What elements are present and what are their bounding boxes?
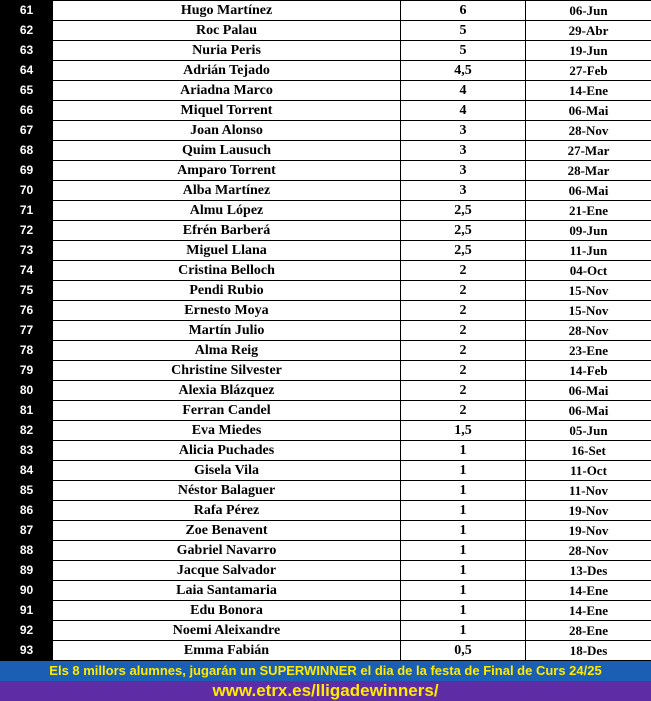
table-row bbox=[1, 321, 651, 341]
points-cell: 2 bbox=[401, 281, 526, 301]
date-cell: 06-Jun bbox=[526, 1, 651, 21]
points-cell: 1 bbox=[401, 501, 526, 521]
date-cell: 27-Mar bbox=[526, 141, 651, 161]
table-row bbox=[1, 481, 651, 501]
points-cell: 2 bbox=[401, 341, 526, 361]
student-name-cell: Nuria Peris bbox=[53, 41, 401, 61]
rank-cell: 69 bbox=[1, 161, 53, 181]
points-cell: 1 bbox=[401, 521, 526, 541]
table-row bbox=[1, 81, 651, 101]
date-cell: 28-Nov bbox=[526, 321, 651, 341]
table-row bbox=[1, 61, 651, 81]
rank-cell: 91 bbox=[1, 601, 53, 621]
table-row bbox=[1, 301, 651, 321]
student-name-cell: Joan Alonso bbox=[53, 121, 401, 141]
date-cell: 11-Jun bbox=[526, 241, 651, 261]
student-name-cell: Ariadna Marco bbox=[53, 81, 401, 101]
student-name-cell: Laia Santamaria bbox=[53, 581, 401, 601]
points-cell: 3 bbox=[401, 181, 526, 201]
ranking-table-body bbox=[1, 1, 651, 661]
student-name-cell: Miquel Torrent bbox=[53, 101, 401, 121]
table-row bbox=[1, 121, 651, 141]
points-cell: 4 bbox=[401, 81, 526, 101]
points-cell: 1 bbox=[401, 461, 526, 481]
student-name-cell: Emma Fabián bbox=[53, 641, 401, 661]
rank-cell: 68 bbox=[1, 141, 53, 161]
points-cell: 2,5 bbox=[401, 201, 526, 221]
points-cell: 3 bbox=[401, 141, 526, 161]
date-cell: 06-Mai bbox=[526, 401, 651, 421]
table-row bbox=[1, 501, 651, 521]
student-name-cell: Ernesto Moya bbox=[53, 301, 401, 321]
rank-cell: 74 bbox=[1, 261, 53, 281]
rank-cell: 88 bbox=[1, 541, 53, 561]
date-cell: 28-Nov bbox=[526, 541, 651, 561]
date-cell: 06-Mai bbox=[526, 181, 651, 201]
table-row bbox=[1, 101, 651, 121]
rank-cell: 73 bbox=[1, 241, 53, 261]
rank-cell: 78 bbox=[1, 341, 53, 361]
date-cell: 14-Ene bbox=[526, 581, 651, 601]
student-name-cell: Efrén Barberá bbox=[53, 221, 401, 241]
student-name-cell: Hugo Martínez bbox=[53, 1, 401, 21]
student-name-cell: Miguel Llana bbox=[53, 241, 401, 261]
table-row bbox=[1, 41, 651, 61]
rank-cell: 61 bbox=[1, 1, 53, 21]
points-cell: 1,5 bbox=[401, 421, 526, 441]
points-cell: 1 bbox=[401, 621, 526, 641]
date-cell: 29-Abr bbox=[526, 21, 651, 41]
rank-cell: 70 bbox=[1, 181, 53, 201]
date-cell: 23-Ene bbox=[526, 341, 651, 361]
table-row bbox=[1, 141, 651, 161]
points-cell: 1 bbox=[401, 581, 526, 601]
points-cell: 2 bbox=[401, 301, 526, 321]
table-row bbox=[1, 561, 651, 581]
table-row bbox=[1, 241, 651, 261]
points-cell: 2,5 bbox=[401, 241, 526, 261]
date-cell: 14-Ene bbox=[526, 601, 651, 621]
rank-cell: 92 bbox=[1, 621, 53, 641]
rank-cell: 90 bbox=[1, 581, 53, 601]
table-row bbox=[1, 401, 651, 421]
rank-cell: 79 bbox=[1, 361, 53, 381]
table-row bbox=[1, 261, 651, 281]
rank-cell: 67 bbox=[1, 121, 53, 141]
rank-cell: 62 bbox=[1, 21, 53, 41]
date-cell: 06-Mai bbox=[526, 101, 651, 121]
student-name-cell: Ferran Candel bbox=[53, 401, 401, 421]
points-cell: 2 bbox=[401, 321, 526, 341]
student-name-cell: Alba Martínez bbox=[53, 181, 401, 201]
points-cell: 5 bbox=[401, 21, 526, 41]
rank-cell: 76 bbox=[1, 301, 53, 321]
points-cell: 5 bbox=[401, 41, 526, 61]
date-cell: 04-Oct bbox=[526, 261, 651, 281]
rank-cell: 65 bbox=[1, 81, 53, 101]
student-name-cell: Gisela Vila bbox=[53, 461, 401, 481]
table-row bbox=[1, 381, 651, 401]
date-cell: 27-Feb bbox=[526, 61, 651, 81]
points-cell: 1 bbox=[401, 561, 526, 581]
rank-cell: 77 bbox=[1, 321, 53, 341]
student-name-cell: Alicia Puchades bbox=[53, 441, 401, 461]
rank-cell: 66 bbox=[1, 101, 53, 121]
rank-cell: 87 bbox=[1, 521, 53, 541]
points-cell: 1 bbox=[401, 541, 526, 561]
points-cell: 2 bbox=[401, 361, 526, 381]
table-row bbox=[1, 441, 651, 461]
date-cell: 19-Nov bbox=[526, 521, 651, 541]
table-row bbox=[1, 421, 651, 441]
rank-cell: 63 bbox=[1, 41, 53, 61]
points-cell: 4 bbox=[401, 101, 526, 121]
points-cell: 1 bbox=[401, 601, 526, 621]
rank-cell: 93 bbox=[1, 641, 53, 661]
date-cell: 28-Ene bbox=[526, 621, 651, 641]
student-name-cell: Martín Julio bbox=[53, 321, 401, 341]
points-cell: 6 bbox=[401, 1, 526, 21]
date-cell: 14-Feb bbox=[526, 361, 651, 381]
date-cell: 14-Ene bbox=[526, 81, 651, 101]
student-name-cell: Amparo Torrent bbox=[53, 161, 401, 181]
announcement-banner: Els 8 millors alumnes, jugarán un SUPERWINNER el dia de la festa de Final de Curs 24/25 bbox=[0, 661, 651, 681]
student-name-cell: Quim Lausuch bbox=[53, 141, 401, 161]
student-name-cell: Alexia Blázquez bbox=[53, 381, 401, 401]
rank-cell: 86 bbox=[1, 501, 53, 521]
date-cell: 13-Des bbox=[526, 561, 651, 581]
date-cell: 11-Nov bbox=[526, 481, 651, 501]
date-cell: 15-Nov bbox=[526, 301, 651, 321]
date-cell: 28-Nov bbox=[526, 121, 651, 141]
date-cell: 21-Ene bbox=[526, 201, 651, 221]
student-name-cell: Noemi Aleixandre bbox=[53, 621, 401, 641]
points-cell: 3 bbox=[401, 121, 526, 141]
table-row bbox=[1, 461, 651, 481]
date-cell: 28-Mar bbox=[526, 161, 651, 181]
points-cell: 2 bbox=[401, 381, 526, 401]
rank-cell: 71 bbox=[1, 201, 53, 221]
date-cell: 19-Jun bbox=[526, 41, 651, 61]
table-row bbox=[1, 541, 651, 561]
rank-cell: 85 bbox=[1, 481, 53, 501]
table-row bbox=[1, 341, 651, 361]
student-name-cell: Adrián Tejado bbox=[53, 61, 401, 81]
date-cell: 18-Des bbox=[526, 641, 651, 661]
date-cell: 06-Mai bbox=[526, 381, 651, 401]
student-name-cell: Alma Reig bbox=[53, 341, 401, 361]
points-cell: 2 bbox=[401, 261, 526, 281]
rank-cell: 72 bbox=[1, 221, 53, 241]
date-cell: 11-Oct bbox=[526, 461, 651, 481]
student-name-cell: Néstor Balaguer bbox=[53, 481, 401, 501]
table-row bbox=[1, 581, 651, 601]
points-cell: 1 bbox=[401, 441, 526, 461]
points-cell: 4,5 bbox=[401, 61, 526, 81]
student-name-cell: Edu Bonora bbox=[53, 601, 401, 621]
student-name-cell: Christine Silvester bbox=[53, 361, 401, 381]
rank-cell: 64 bbox=[1, 61, 53, 81]
table-row bbox=[1, 161, 651, 181]
date-cell: 15-Nov bbox=[526, 281, 651, 301]
date-cell: 16-Set bbox=[526, 441, 651, 461]
table-row bbox=[1, 221, 651, 241]
student-name-cell: Almu López bbox=[53, 201, 401, 221]
table-row bbox=[1, 181, 651, 201]
table-row bbox=[1, 361, 651, 381]
rank-cell: 84 bbox=[1, 461, 53, 481]
rank-cell: 82 bbox=[1, 421, 53, 441]
points-cell: 1 bbox=[401, 481, 526, 501]
student-name-cell: Jacque Salvador bbox=[53, 561, 401, 581]
date-cell: 09-Jun bbox=[526, 221, 651, 241]
rank-cell: 80 bbox=[1, 381, 53, 401]
table-row bbox=[1, 1, 651, 21]
table-row bbox=[1, 21, 651, 41]
points-cell: 2,5 bbox=[401, 221, 526, 241]
student-name-cell: Cristina Belloch bbox=[53, 261, 401, 281]
table-row bbox=[1, 641, 651, 661]
rank-cell: 89 bbox=[1, 561, 53, 581]
table-row bbox=[1, 281, 651, 301]
date-cell: 19-Nov bbox=[526, 501, 651, 521]
student-name-cell: Eva Miedes bbox=[53, 421, 401, 441]
student-name-cell: Pendi Rubio bbox=[53, 281, 401, 301]
student-name-cell: Zoe Benavent bbox=[53, 521, 401, 541]
table-row bbox=[1, 201, 651, 221]
table-row bbox=[1, 521, 651, 541]
points-cell: 0,5 bbox=[401, 641, 526, 661]
website-link[interactable]: www.etrx.es/lligadewinners/ bbox=[0, 681, 651, 701]
points-cell: 3 bbox=[401, 161, 526, 181]
points-cell: 2 bbox=[401, 401, 526, 421]
student-name-cell: Rafa Pérez bbox=[53, 501, 401, 521]
table-row bbox=[1, 621, 651, 641]
student-name-cell: Gabriel Navarro bbox=[53, 541, 401, 561]
rank-cell: 83 bbox=[1, 441, 53, 461]
student-name-cell: Roc Palau bbox=[53, 21, 401, 41]
date-cell: 05-Jun bbox=[526, 421, 651, 441]
rank-cell: 75 bbox=[1, 281, 53, 301]
rank-cell: 81 bbox=[1, 401, 53, 421]
table-row bbox=[1, 601, 651, 621]
